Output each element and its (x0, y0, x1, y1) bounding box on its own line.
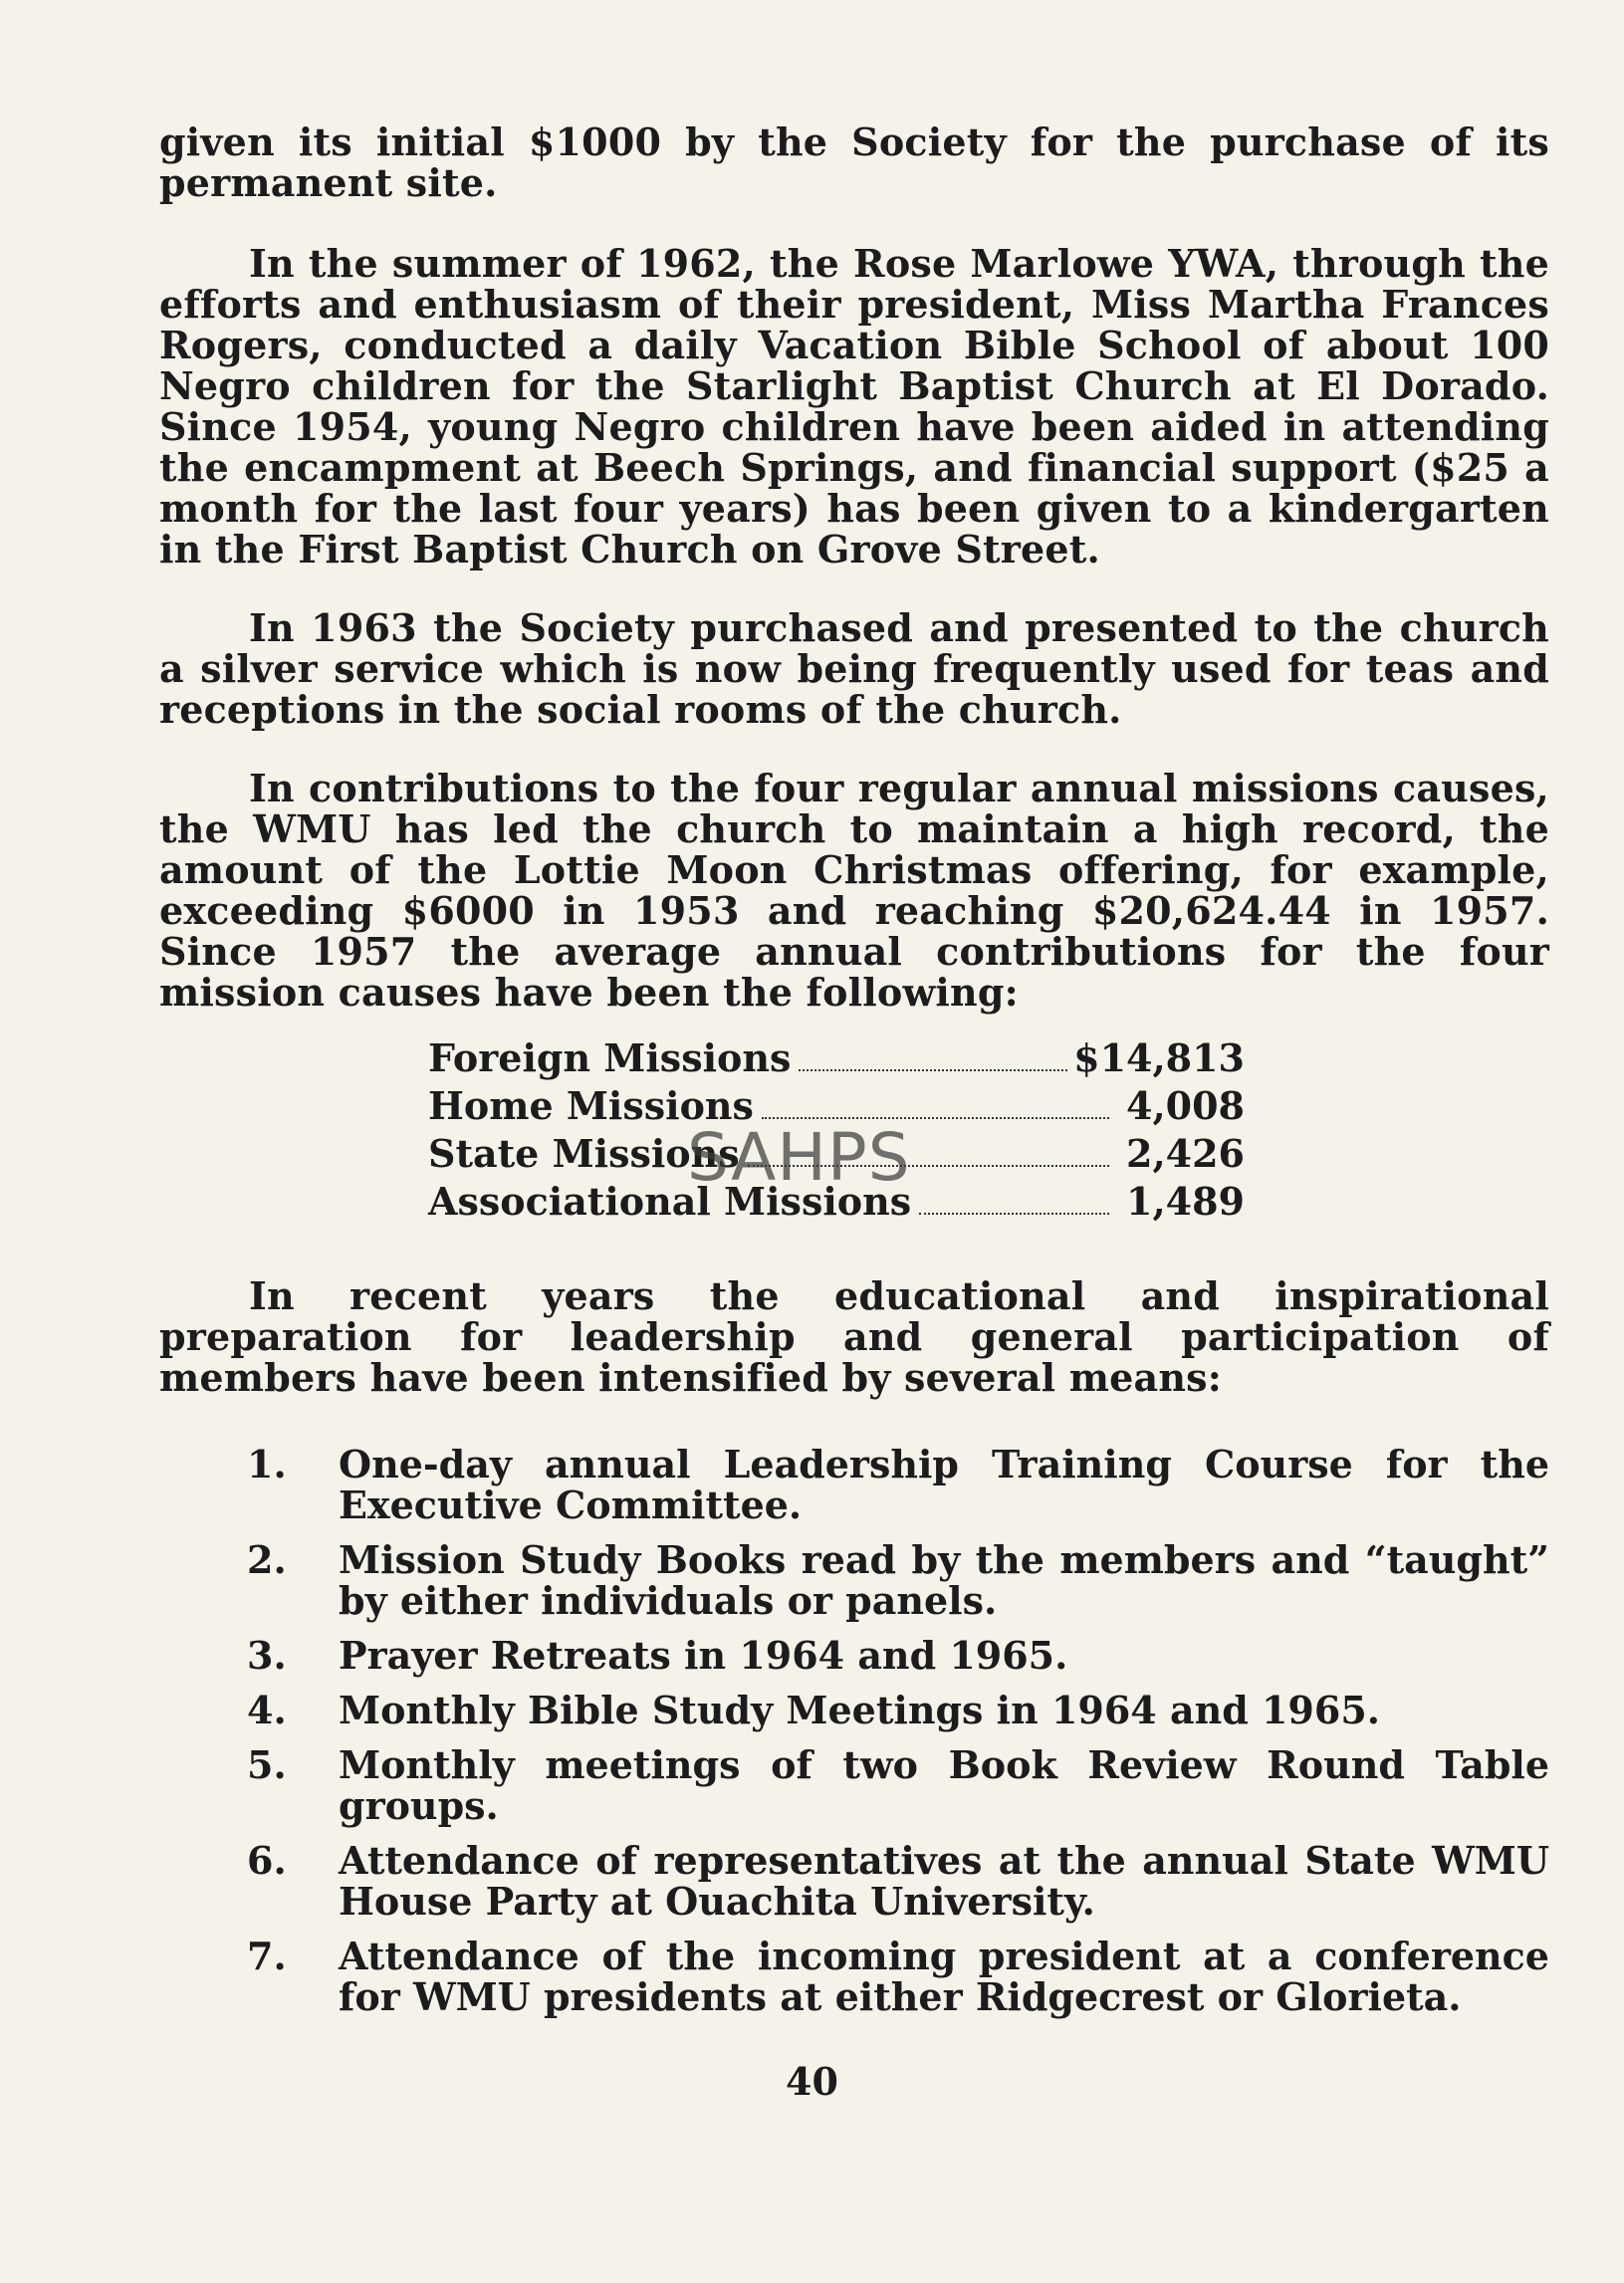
list-item (159, 1840, 1549, 1922)
list-text: Mission Study Books read by the members and “taught” by either individuals or panels. (339, 1537, 1549, 1623)
paragraph-contributions: In contributions to the four regular annual missions causes, the WMU has led the church to maintain a high record, the amount of the Lottie Moon Christmas offering, for example, exceeding $6000 in 1953 and reaching $20,624.44 in 1957. Since 1957 the average annual contributions for the four mission causes have been the following: (159, 766, 1549, 1015)
watermark: SAHPS (687, 1119, 911, 1196)
list-item (159, 1744, 1549, 1826)
means-list (159, 1444, 1549, 2017)
list-number: 1. (247, 1442, 287, 1486)
mission-amount: 1,489 (1126, 1179, 1245, 1224)
mission-name: State Missions (428, 1131, 740, 1176)
mission-name: Home Missions (428, 1083, 754, 1128)
list-number: 3. (247, 1633, 287, 1678)
mission-amount: 2,426 (1126, 1131, 1245, 1176)
list-text: Monthly Bible Study Meetings in 1964 and 1965. (339, 1688, 1380, 1732)
mission-name: Foreign Missions (428, 1035, 792, 1080)
page-number: 40 (786, 2059, 838, 2104)
list-item (159, 1444, 1549, 1525)
list-number: 2. (247, 1537, 287, 1582)
list-text: One-day annual Leadership Training Course for the Executive Committee. (339, 1442, 1549, 1527)
paragraph-vacation-bible-school: In the summer of 1962, the Rose Marlowe YWA, through the efforts and enthusiasm of their president, Miss Martha Frances Rogers, conducted a daily Vacation Bible School of about 100 Negro children for the Starlight Baptist Church at El Dorado. Since 1954, young Negro children have been aided in attending the encampment at Beech Springs, and financial support ($25 a month for the last four years) has been given to a kindergarten in the First Baptist Church on Grove Street. (159, 241, 1549, 571)
paragraph-leadership-means: In recent years the educational and inspirational preparation for leadership and general participation of members have been intensified by several means: (159, 1273, 1549, 1400)
list-item (159, 1936, 1549, 2017)
list-text: Attendance of representatives at the annual State WMU House Party at Ouachita University. (339, 1838, 1549, 1924)
mission-amount: 4,008 (1126, 1083, 1245, 1128)
list-number: 6. (247, 1838, 287, 1883)
mission-row (428, 1034, 1245, 1082)
paragraph-silver-service: In 1963 the Society purchased and presented to the church a silver service which is now being frequently used for teas and receptions in the social rooms of the church. (159, 605, 1549, 732)
list-text: Monthly meetings of two Book Review Round Table groups. (339, 1742, 1549, 1828)
list-text: Attendance of the incoming president at a conference for WMU presidents at either Ridgecrest or Glorieta. (339, 1934, 1549, 2019)
list-text: Prayer Retreats in 1964 and 1965. (339, 1633, 1068, 1678)
list-number: 7. (247, 1934, 287, 1978)
dotted-leader (919, 1212, 1109, 1215)
mission-amount: $14,813 (1073, 1035, 1245, 1080)
dotted-leader (799, 1068, 1067, 1071)
list-number: 4. (247, 1688, 287, 1732)
list-number: 5. (247, 1742, 287, 1787)
page-body (159, 121, 1549, 2031)
list-item (159, 1539, 1549, 1621)
list-item (159, 1690, 1549, 1730)
mission-name: Associational Missions (428, 1179, 912, 1224)
list-item (159, 1635, 1549, 1676)
paragraph-continued: given its initial $1000 by the Society for the purchase of its permanent site. (159, 119, 1549, 205)
